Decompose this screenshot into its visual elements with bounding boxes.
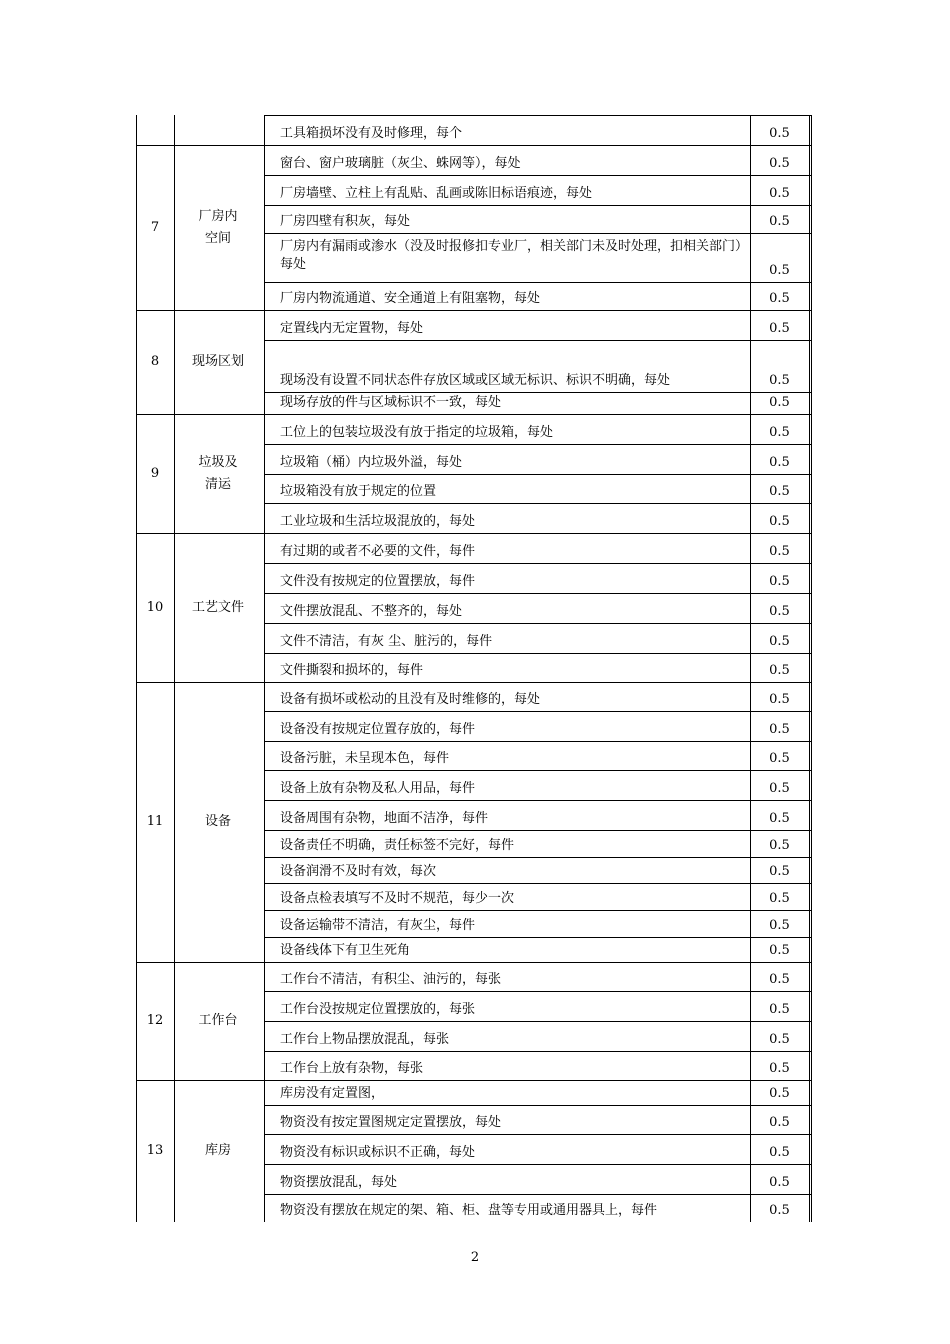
item-description: 文件摆放混乱、不整齐的，每处 bbox=[280, 604, 463, 619]
group-divider bbox=[136, 1080, 812, 1081]
item-score: 0.5 bbox=[769, 156, 790, 171]
item-score: 0.5 bbox=[769, 604, 790, 619]
item-score: 0.5 bbox=[769, 891, 790, 906]
item-description: 工位上的包装垃圾没有放于指定的垃圾箱，每处 bbox=[280, 425, 554, 440]
group-category: 厂房内空间 bbox=[198, 208, 238, 246]
item-score: 0.5 bbox=[769, 425, 790, 440]
item-score: 0.5 bbox=[769, 943, 790, 958]
item-score: 0.5 bbox=[769, 574, 790, 589]
item-description: 物资没有摆放在规定的架、箱、柜、盘等专用或通用器具上，每件 bbox=[280, 1203, 658, 1218]
item-score: 0.5 bbox=[769, 544, 790, 559]
group-number: 7 bbox=[150, 219, 160, 235]
row-divider bbox=[264, 937, 812, 938]
row-divider bbox=[264, 205, 812, 206]
row-divider bbox=[264, 857, 812, 858]
group-number: 8 bbox=[150, 354, 160, 369]
item-score: 0.5 bbox=[769, 864, 790, 879]
item-score: 0.5 bbox=[769, 373, 790, 388]
row-divider bbox=[264, 1194, 812, 1195]
item-description: 工作台上放有杂物，每张 bbox=[280, 1061, 424, 1076]
item-description: 定置线内无定置物，每处 bbox=[280, 321, 424, 336]
item-score: 0.5 bbox=[769, 972, 790, 987]
row-divider bbox=[264, 741, 812, 742]
row-divider bbox=[264, 800, 812, 801]
row-divider bbox=[264, 1134, 812, 1135]
group-number: 11 bbox=[146, 814, 164, 829]
row-divider bbox=[264, 474, 812, 475]
item-score: 0.5 bbox=[769, 1061, 790, 1076]
item-description: 工作台上物品摆放混乱，每张 bbox=[280, 1032, 450, 1047]
item-description: 厂房四壁有积灰，每处 bbox=[280, 214, 411, 229]
row-divider bbox=[264, 1164, 812, 1165]
item-description: 厂房内有漏雨或渗水（没及时报修扣专业厂，相关部门未及时处理，扣相关部门）每处 bbox=[280, 239, 749, 272]
item-description: 设备污脏，未呈现本色，每件 bbox=[280, 751, 450, 766]
item-score: 0.5 bbox=[769, 514, 790, 529]
item-description: 工具箱损坏没有及时修理，每个 bbox=[280, 126, 463, 141]
group-divider bbox=[136, 682, 812, 683]
item-score: 0.5 bbox=[769, 634, 790, 649]
item-description: 设备线体下有卫生死角 bbox=[280, 943, 411, 958]
item-description: 工业垃圾和生活垃圾混放的，每处 bbox=[280, 514, 476, 529]
item-description: 工作台不清洁，有积尘、油污的，每张 bbox=[280, 972, 502, 987]
item-score: 0.5 bbox=[769, 918, 790, 933]
item-description: 物资没有按定置图规定定置摆放，每处 bbox=[280, 1115, 502, 1130]
column-divider bbox=[136, 115, 137, 1222]
item-score: 0.5 bbox=[769, 692, 790, 707]
row-divider bbox=[264, 1105, 812, 1106]
row-divider bbox=[264, 175, 812, 176]
item-score: 0.5 bbox=[769, 722, 790, 737]
item-score: 0.5 bbox=[769, 1032, 790, 1047]
row-divider bbox=[264, 563, 812, 564]
item-score: 0.5 bbox=[769, 214, 790, 229]
row-divider bbox=[264, 593, 812, 594]
group-category: 工作台 bbox=[198, 1013, 238, 1028]
item-description: 设备有损坏或松动的且没有及时维修的，每处 bbox=[280, 692, 541, 707]
item-description: 垃圾箱没有放于规定的位置 bbox=[280, 484, 437, 499]
item-description: 物资没有标识或标识不正确，每处 bbox=[280, 1145, 476, 1160]
row-divider bbox=[264, 444, 812, 445]
item-score: 0.5 bbox=[769, 1175, 790, 1190]
group-divider bbox=[136, 145, 812, 146]
group-category: 库房 bbox=[204, 1143, 231, 1158]
item-score: 0.5 bbox=[769, 126, 790, 141]
item-score: 0.5 bbox=[769, 455, 790, 470]
item-score: 0.5 bbox=[769, 811, 790, 826]
item-description: 现场存放的件与区域标识不一致，每处 bbox=[280, 395, 502, 410]
row-divider bbox=[264, 340, 812, 341]
item-description: 设备润滑不及时有效，每次 bbox=[280, 864, 437, 879]
row-divider bbox=[264, 233, 812, 234]
group-category: 垃圾及清运 bbox=[198, 454, 238, 492]
item-description: 设备运输带不清洁，有灰尘，每件 bbox=[280, 918, 476, 933]
item-description: 设备上放有杂物及私人用品，每件 bbox=[280, 781, 476, 796]
item-description: 物资摆放混乱，每处 bbox=[280, 1175, 398, 1190]
group-number: 13 bbox=[146, 1143, 164, 1158]
page-number: 2 bbox=[470, 1250, 480, 1265]
item-score: 0.5 bbox=[769, 263, 790, 278]
row-divider bbox=[264, 830, 812, 831]
item-score: 0.5 bbox=[769, 1002, 790, 1017]
item-score: 0.5 bbox=[769, 484, 790, 499]
item-score: 0.5 bbox=[769, 781, 790, 796]
row-divider bbox=[264, 623, 812, 624]
item-description: 窗台、窗户玻璃脏（灰尘、蛛网等），每处 bbox=[280, 156, 521, 171]
item-description: 设备点检表填写不及时不规范，每少一次 bbox=[280, 891, 515, 906]
item-description: 文件不清洁，有灰 尘、脏污的，每件 bbox=[280, 634, 493, 649]
group-category: 设备 bbox=[204, 814, 231, 829]
item-description: 设备没有按规定位置存放的，每件 bbox=[280, 722, 476, 737]
item-description: 文件撕裂和损坏的，每件 bbox=[280, 663, 424, 678]
item-score: 0.5 bbox=[769, 395, 790, 410]
item-score: 0.5 bbox=[769, 751, 790, 766]
item-description: 工作台没按规定位置摆放的，每张 bbox=[280, 1002, 476, 1017]
group-category: 工艺文件 bbox=[191, 599, 244, 615]
row-divider bbox=[264, 653, 812, 654]
row-divider bbox=[264, 503, 812, 504]
item-score: 0.5 bbox=[769, 321, 790, 336]
item-description: 厂房内物流通道、安全通道上有阻塞物，每处 bbox=[280, 291, 541, 306]
item-score: 0.5 bbox=[769, 1115, 790, 1130]
row-divider bbox=[264, 770, 812, 771]
row-divider bbox=[264, 991, 812, 992]
group-divider bbox=[136, 533, 812, 534]
item-description: 设备责任不明确，责任标签不完好，每件 bbox=[280, 838, 515, 853]
row-divider bbox=[264, 392, 812, 393]
table-top-border bbox=[264, 115, 812, 116]
item-score: 0.5 bbox=[769, 838, 790, 853]
row-divider bbox=[264, 910, 812, 911]
item-description: 设备周围有杂物，地面不洁净，每件 bbox=[280, 811, 489, 826]
item-score: 0.5 bbox=[769, 663, 790, 678]
column-divider bbox=[174, 115, 175, 1222]
group-category: 现场区划 bbox=[191, 354, 244, 369]
item-score: 0.5 bbox=[769, 1086, 790, 1101]
item-description: 文件没有按规定的位置摆放，每件 bbox=[280, 574, 476, 589]
item-description: 库房没有定置图， bbox=[280, 1086, 385, 1101]
item-score: 0.5 bbox=[769, 186, 790, 201]
row-divider bbox=[264, 883, 812, 884]
group-divider bbox=[136, 414, 812, 415]
item-description: 厂房墙壁、立柱上有乱贴、乱画或陈旧标语痕迹，每处 bbox=[280, 186, 593, 201]
item-description: 垃圾箱（桶）内垃圾外溢，每处 bbox=[280, 455, 463, 470]
item-score: 0.5 bbox=[769, 1145, 790, 1160]
item-score: 0.5 bbox=[769, 1203, 790, 1218]
group-divider bbox=[136, 962, 812, 963]
item-description: 现场没有设置不同状态件存放区域或区域无标识、标识不明确，每处 bbox=[280, 373, 671, 388]
group-divider bbox=[136, 310, 812, 311]
group-number: 10 bbox=[146, 599, 164, 615]
group-number: 9 bbox=[150, 465, 160, 481]
item-description: 有过期的或者不必要的文件，每件 bbox=[280, 544, 476, 559]
item-score: 0.5 bbox=[769, 291, 790, 306]
row-divider bbox=[264, 1021, 812, 1022]
row-divider bbox=[264, 711, 812, 712]
row-divider bbox=[264, 282, 812, 283]
row-divider bbox=[264, 1051, 812, 1052]
group-number: 12 bbox=[146, 1013, 164, 1028]
